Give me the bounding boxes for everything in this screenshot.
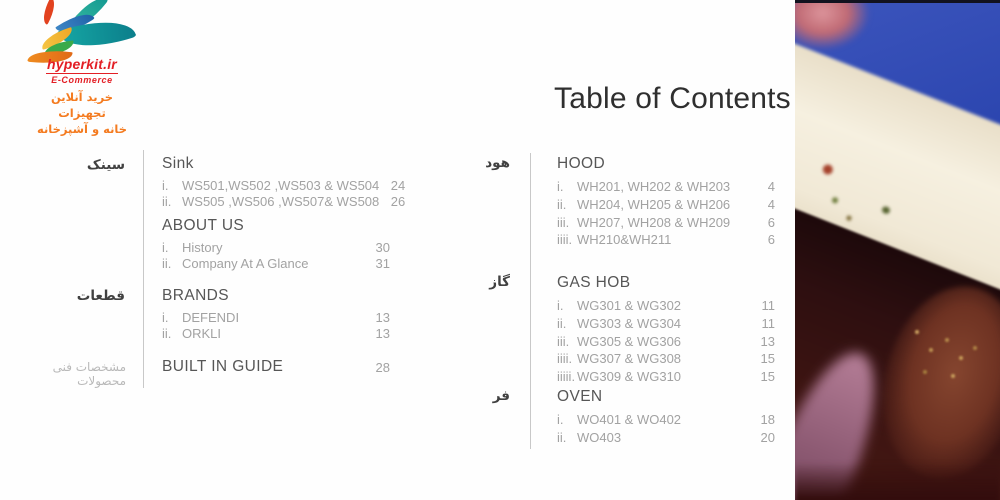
toc-entry — [162, 310, 390, 326]
entry-page: 6 — [767, 232, 775, 248]
entry-page: 6 — [767, 214, 775, 230]
entry-label: WH210&WH211 — [577, 232, 672, 248]
entry-numeral: i. — [557, 298, 564, 313]
right-column-divider — [530, 153, 531, 449]
photo-pink-blob — [795, 0, 870, 50]
toc-section-gas-hob — [557, 274, 775, 386]
steak-glints — [915, 330, 919, 334]
toc-entry — [557, 411, 775, 429]
entry-numeral: i. — [162, 178, 169, 193]
toc-section-brands — [162, 287, 390, 341]
entry-page: 13 — [375, 310, 390, 325]
toc-section-hood — [557, 155, 775, 249]
toc-entry — [557, 429, 775, 447]
toc-section-sink — [162, 155, 406, 209]
brand-tagline-line2: خانه و آشپزخانه — [36, 122, 128, 136]
kitchen-photo — [795, 0, 1000, 500]
brand-tagline-line1: خرید آنلاین تجهیزات — [50, 90, 114, 120]
entry-label: WH201, WH202 & WH203 — [577, 179, 731, 194]
toc-section-about-us — [162, 217, 390, 271]
hyperkit-logo[interactable] — [16, 4, 146, 136]
entry-page: 20 — [760, 429, 775, 445]
entry-numeral: ii. — [557, 315, 567, 331]
entry-numeral: iiii. — [557, 232, 573, 248]
entry-label: DEFENDI — [182, 310, 240, 325]
brand-subtitle: E-Commerce — [51, 75, 113, 85]
entry-numeral: ii. — [162, 325, 172, 341]
entry-numeral: i. — [162, 310, 169, 325]
section-heading: ABOUT US — [162, 217, 245, 234]
entry-label: History — [182, 240, 223, 255]
entry-numeral: i. — [557, 179, 564, 194]
photo-bottom-shadow — [795, 462, 1000, 500]
side-label-parts: قطعات — [76, 288, 125, 304]
entry-page: 13 — [375, 325, 390, 341]
toc-entry — [162, 193, 406, 210]
entry-label: WG307 & WG308 — [577, 351, 682, 367]
entry-label: Company At A Glance — [182, 255, 309, 271]
entry-page: 15 — [760, 369, 775, 385]
entry-label: WG303 & WG304 — [577, 315, 682, 331]
side-label-specs: مشخصات فنی محصولات — [52, 360, 126, 388]
brand-underline — [46, 73, 118, 74]
entry-numeral: ii. — [162, 255, 172, 271]
entry-page: 15 — [760, 351, 775, 367]
entry-numeral: ii. — [162, 193, 172, 209]
toc-entry — [162, 358, 390, 377]
entry-label: WO403 — [577, 429, 622, 445]
entry-page: 30 — [375, 240, 390, 255]
toc-entry — [557, 297, 775, 315]
section-heading: BUILT IN GUIDE — [162, 358, 284, 375]
entry-label: WH204, WH205 & WH206 — [577, 196, 731, 212]
entry-numeral: i. — [557, 412, 564, 427]
spice-speck — [831, 196, 839, 204]
toc-entry — [162, 256, 390, 272]
section-heading: HOOD — [557, 155, 606, 172]
toc-entry — [162, 178, 406, 194]
entry-label: WG305 & WG306 — [577, 333, 682, 349]
entry-label: WS505 ,WS506 ,WS507& WS508 — [182, 193, 380, 209]
toc-entry — [557, 214, 775, 232]
entry-numeral: iii. — [557, 214, 570, 230]
entry-label: ORKLI — [182, 325, 222, 341]
left-column-divider — [143, 150, 144, 388]
toc-entry — [557, 333, 775, 351]
entry-page: 11 — [761, 315, 775, 331]
entry-page: 11 — [761, 298, 775, 313]
side-label-sink: سینک — [86, 157, 125, 173]
logo-leaf-icon — [38, 0, 59, 25]
toc-entry — [557, 196, 775, 214]
toc-section-oven — [557, 388, 775, 447]
toc-entry — [557, 315, 775, 333]
spice-speck — [881, 205, 891, 214]
side-label-gas: گاز — [489, 274, 510, 290]
page-title: Table of Contents — [554, 82, 791, 115]
toc-entry — [557, 231, 775, 249]
entry-page: 4 — [767, 196, 775, 212]
entry-page: 24 — [390, 178, 406, 193]
entry-page: 4 — [767, 179, 775, 194]
entry-page: 31 — [375, 255, 390, 271]
toc-entry — [557, 178, 775, 196]
section-heading: GAS HOB — [557, 274, 631, 291]
entry-label: WG301 & WG302 — [577, 298, 682, 313]
spice-speck — [846, 215, 852, 221]
entry-label: WH207, WH208 & WH209 — [577, 214, 731, 230]
toc-entry — [162, 326, 390, 342]
photo-top-edge — [795, 0, 1000, 3]
entry-numeral: i. — [162, 240, 169, 255]
entry-numeral: iii. — [557, 333, 570, 349]
toc-section-built-in-guide — [162, 358, 390, 377]
entry-label: WS501,WS502 ,WS503 & WS504 — [182, 178, 380, 193]
entry-label: WG309 & WG310 — [577, 369, 682, 385]
entry-numeral: iiiii. — [557, 369, 576, 385]
entry-numeral: ii. — [557, 429, 567, 445]
spice-speck — [821, 163, 834, 176]
side-label-hood: هود — [485, 155, 510, 171]
entry-numeral: iiii. — [557, 351, 573, 367]
entry-page: 26 — [390, 193, 406, 209]
section-heading: OVEN — [557, 388, 603, 405]
section-heading: BRANDS — [162, 287, 229, 304]
entry-page: 28 — [375, 360, 390, 375]
entry-label: WO401 & WO402 — [577, 412, 682, 427]
entry-numeral: ii. — [557, 196, 567, 212]
entry-page: 13 — [760, 333, 775, 349]
brand-name: hyperkit.ir — [47, 56, 117, 72]
side-label-oven: فر — [492, 388, 510, 404]
toc-entry — [557, 368, 775, 386]
toc-entry — [162, 240, 390, 256]
section-heading: Sink — [162, 155, 194, 172]
toc-entry — [557, 350, 775, 368]
entry-page: 18 — [760, 412, 775, 427]
